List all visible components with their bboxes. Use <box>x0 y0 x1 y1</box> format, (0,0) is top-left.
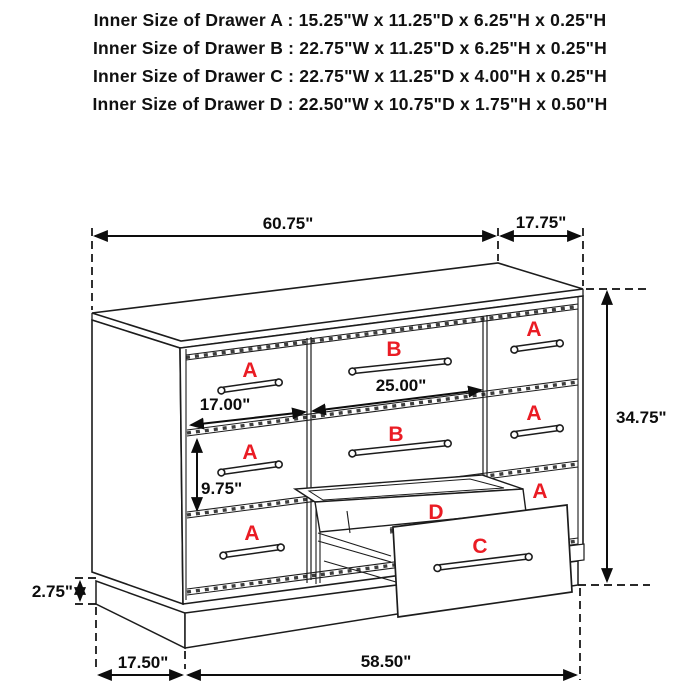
dim-left-drawer-width: 17.00" <box>199 395 251 414</box>
drawer-label-b-top: B <box>386 338 402 361</box>
inner-size-line-c: Inner Size of Drawer C : 22.75"W x 11.25"D x 4.00"H x 0.25"H <box>92 66 608 86</box>
drawer-label-d-tray: D <box>428 501 444 524</box>
drawer-label-a-left-top: A <box>242 359 258 382</box>
drawer-label-a-right-top: A <box>526 318 542 341</box>
drawer-label-b-middle: B <box>388 423 404 446</box>
dim-center-drawer-width: 25.00" <box>375 376 427 395</box>
dim-base-depth: 17.50" <box>117 653 169 672</box>
drawer-label-a-left-middle: A <box>242 441 258 464</box>
dim-base-width: 58.50" <box>360 652 412 671</box>
inner-size-line-d: Inner Size of Drawer D : 22.50"W x 10.75"D x 1.75"H x 0.50"H <box>92 94 608 114</box>
dim-base-height: 2.75" <box>31 582 73 601</box>
drawer-label-a-right-middle: A <box>526 402 542 425</box>
dim-overall-height: 34.75" <box>616 408 667 427</box>
inner-size-line-a: Inner Size of Drawer A : 15.25"W x 11.25"D x 6.25"H x 0.25"H <box>93 10 607 30</box>
drawer-label-a-right-bottom: A <box>532 480 548 503</box>
dim-top-width: 60.75" <box>262 214 314 233</box>
dim-top-depth: 17.75" <box>515 213 567 232</box>
dim-drawer-front-height: 9.75" <box>201 479 243 498</box>
inner-size-line-b: Inner Size of Drawer B : 22.75"W x 11.25"D x 6.25"H x 0.25"H <box>92 38 608 58</box>
drawer-label-a-left-bottom: A <box>244 522 260 545</box>
drawer-label-c-open: C <box>472 535 488 558</box>
